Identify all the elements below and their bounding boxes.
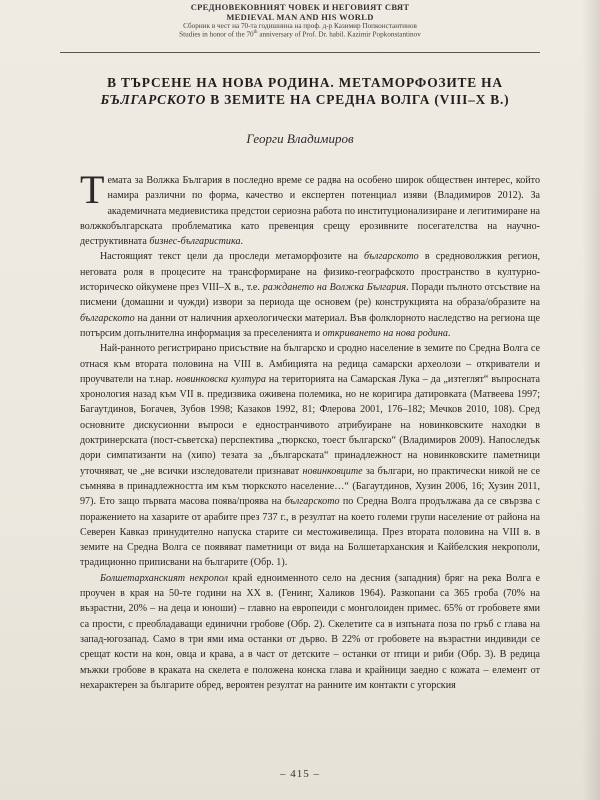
running-head-bg: СРЕДНОВЕКОВНИЯТ ЧОВЕК И НЕГОВИЯТ СВЯТ [190,2,410,12]
article-title-line2: БЪЛГАРСКОТО В ЗЕМИТЕ НА СРЕДНА ВОЛГА (VIII–X В.) [100,92,510,108]
article-body [80,167,541,693]
drop-cap: Т [80,167,105,212]
collection-note-en: Studies in honor of the 70th anniversary of Prof. Dr. habil. Kazimir Popkonstantinov [179,30,421,39]
page-number: – 415 – [280,768,320,780]
article-title [70,74,540,109]
author-name: Георги Владимиров [246,131,354,146]
paragraph-1: Темата за Волжка България в последно време се радва на особено широк обществен интерес, който намира различни по форма, качество и експертен потенциал изяви (Владимиров 2012). За академичната медиевистика предстои сериозна работа по институционализиране и легитимиране на волжкобългарската проблематика като превенция срещу ерозивните посегателства на научно-деструктивната бизнес-българистика. [80,167,540,248]
paragraph-2: Настоящият текст цели да проследи метаморфозите на българското в средноволжкия регион, неговата роля в процесите на трансформиране на физико-географското пространство в културно-историческо ойкумене през VIII–X в., т.е. раждането на Волжка България. Поради пълното отсъствие на писмени (домашни и чужди) извори за периода ще основем (ре) конструкцията на образа/образите на българското на данни от наличния археологически материал. Във фолклорното наследство на региона ще потърсим допълнителна информация за преселенията и откриването на нова родина. [80,251,541,339]
running-head [0,0,600,39]
paragraph-3: Най-ранното регистрирано присъствие на българско и сродно население в земите по Средна Волга се отнася към втората половина на VIII в. Амбицията на редица самарски археолози – откриватели и проучватели на т.нар. новинковска култура на територията на Самарская Лука – да „изтеглят“ въпросната хронология назад към VII в. предизвика оживена полемика, но не коригира датировката (Матвеева 1997; Багаутдинов, Богачев, Зубов 1998; Казаков 1992, 81; Флерова 2001, 176–182; Мечков 2010, 108). Сред основните дискусионни въпроси е едностранчивото атрибуиране на новинковските находки в доктринерската (пост-съветска) перспектива „тюркско, тоест българско“ (Владимиров 2009). Напоследък дори симпатизанти на (хипо) тезата за „българската“ принадлежност на новинковските паметници уточняват, че „не всички изследователи признават новинковците за българи, но практически никой не се съмнява в принадлежността им към тюркското население…“ (Багаутдинов, Хузин 2006, 16; Хузин 2011, 97). Ето защо първата масова поява/проява на българското по Средна Волга продължава да се свързва с поражението на хазарите от арабите през 737 г., в резултат на което големи групи население от района на Северен Кавказ принудително напуска старите си местоживелища. През втората половина на VIII в. в земите на Средна Волга се появяват паметници от вида на Болшетарханския и Кайбелския некрополи, традиционно приписвани на българите (Обр. 1). [80,343,540,569]
page-edge-shadow [582,0,600,800]
running-head-en: MEDIEVAL MAN AND HIS WORLD [226,11,374,22]
article-title-line1: В ТЪРСЕНЕ НА НОВА РОДИНА. МЕТАМОРФОЗИТЕ НА [107,75,503,90]
collection-note-bg: Сборник в чест на 70-та годишнина на проф. д-р Казимир Попконстантинов [183,22,417,31]
paragraph-4: Болшетарханският некропол край едноименното село на десния (западния) бряг на река Волга е проучен в края на 50-те години на XX в. (Генинг, Халиков 1964). Разкопани са 365 гроба (70% на възрастни, 20% – на деца и юноши) – главно на европеиди с монголоиден примес. 65% от гробовете ями са прости, с преобладаващи единични гробове (Обр. 2). Скелетите са в изпъната поза по гръб с глава на запад-югозапад. Само в три ями има останки от дърво. В 22% от гробовете на възрастни индивиди се срещат кости на кон, овца и крава, а в част от детските – останки от птици и риби (Обр. 3). В редица мъжки гробове в краката на скелета е положена конска глава и крайници заедно с кожата – елемент от нехарактерен за българите обред, вероятен резултат на ранните им контакти с угорския [80,572,540,691]
header-rule [60,52,540,53]
